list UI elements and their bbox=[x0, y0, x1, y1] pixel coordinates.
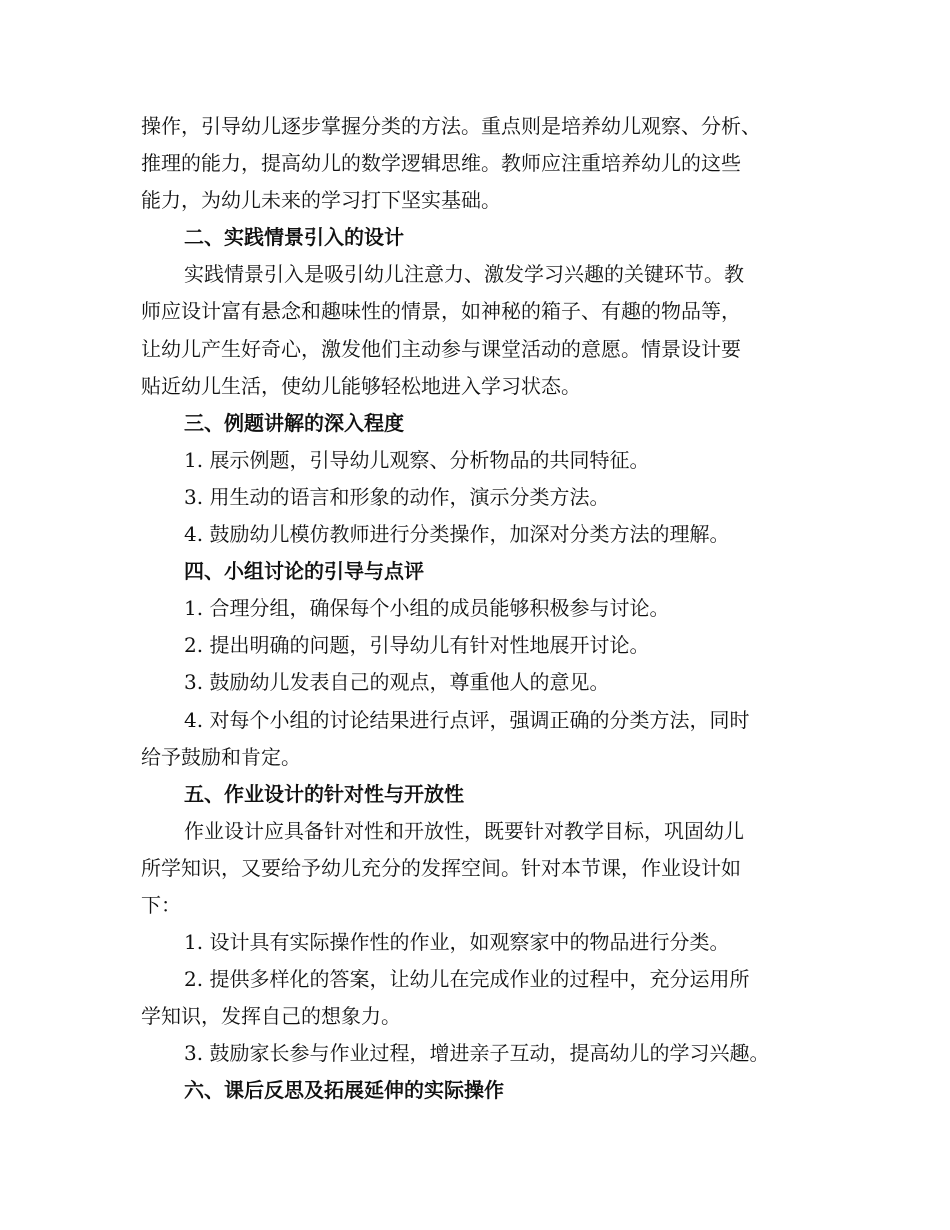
paragraph-line: 让幼儿产生好奇心，激发他们主动参与课堂活动的意愿。情景设计要 bbox=[141, 336, 741, 361]
paragraph-line: 实践情景引入是吸引幼儿注意力、激发学习兴趣的关键环节。教 bbox=[184, 262, 744, 287]
paragraph-line: 3. 鼓励幼儿发表自己的观点，尊重他人的意见。 bbox=[184, 670, 610, 695]
paragraph-line: 操作，引导幼儿逐步掌握分类的方法。重点则是培养幼儿观察、分析、 bbox=[141, 114, 761, 138]
section-heading: 六、课后反思及拓展延伸的实际操作 bbox=[184, 1078, 504, 1103]
paragraph-line: 作业设计应具备针对性和开放性，既要针对教学目标，巩固幼儿 bbox=[184, 818, 744, 843]
paragraph-line: 给予鼓励和肯定。 bbox=[141, 744, 301, 769]
paragraph-line: 2. 提供多样化的答案，让幼儿在完成作业的过程中，充分运用所 bbox=[184, 967, 750, 992]
document-body bbox=[141, 108, 821, 1110]
paragraph-line: 能力，为幼儿未来的学习打下坚实基础。 bbox=[141, 188, 501, 213]
paragraph-line: 1. 合理分组，确保每个小组的成员能够积极参与讨论。 bbox=[184, 596, 670, 621]
section-heading: 四、小组讨论的引导与点评 bbox=[184, 559, 424, 584]
paragraph-line: 3. 用生动的语言和形象的动作，演示分类方法。 bbox=[184, 484, 610, 509]
paragraph-line: 4. 对每个小组的讨论结果进行点评，强调正确的分类方法，同时 bbox=[184, 707, 750, 732]
paragraph-line: 师应设计富有悬念和趣味性的情景，如神秘的箱子、有趣的物品等， bbox=[141, 299, 741, 324]
paragraph-line: 3. 鼓励家长参与作业过程，增进亲子互动，提高幼儿的学习兴趣。 bbox=[184, 1041, 770, 1066]
paragraph-line: 1. 展示例题，引导幼儿观察、分析物品的共同特征。 bbox=[184, 447, 650, 472]
section-heading: 三、例题讲解的深入程度 bbox=[184, 410, 404, 435]
paragraph-line: 推理的能力，提高幼儿的数学逻辑思维。教师应注重培养幼儿的这些 bbox=[141, 151, 741, 176]
paragraph-line: 贴近幼儿生活，使幼儿能够轻松地进入学习状态。 bbox=[141, 373, 581, 398]
paragraph-line: 学知识，发挥自己的想象力。 bbox=[141, 1004, 401, 1029]
paragraph-line: 所学知识，又要给予幼儿充分的发挥空间。针对本节课，作业设计如 bbox=[141, 855, 741, 880]
paragraph-line: 下： bbox=[141, 892, 181, 917]
paragraph-line: 1. 设计具有实际操作性的作业，如观察家中的物品进行分类。 bbox=[184, 930, 730, 955]
paragraph-line: 4. 鼓励幼儿模仿教师进行分类操作，加深对分类方法的理解。 bbox=[184, 522, 730, 547]
paragraph-line: 2. 提出明确的问题，引导幼儿有针对性地展开讨论。 bbox=[184, 633, 650, 658]
section-heading: 五、作业设计的针对性与开放性 bbox=[184, 781, 464, 806]
section-heading: 二、实践情景引入的设计 bbox=[184, 225, 404, 250]
